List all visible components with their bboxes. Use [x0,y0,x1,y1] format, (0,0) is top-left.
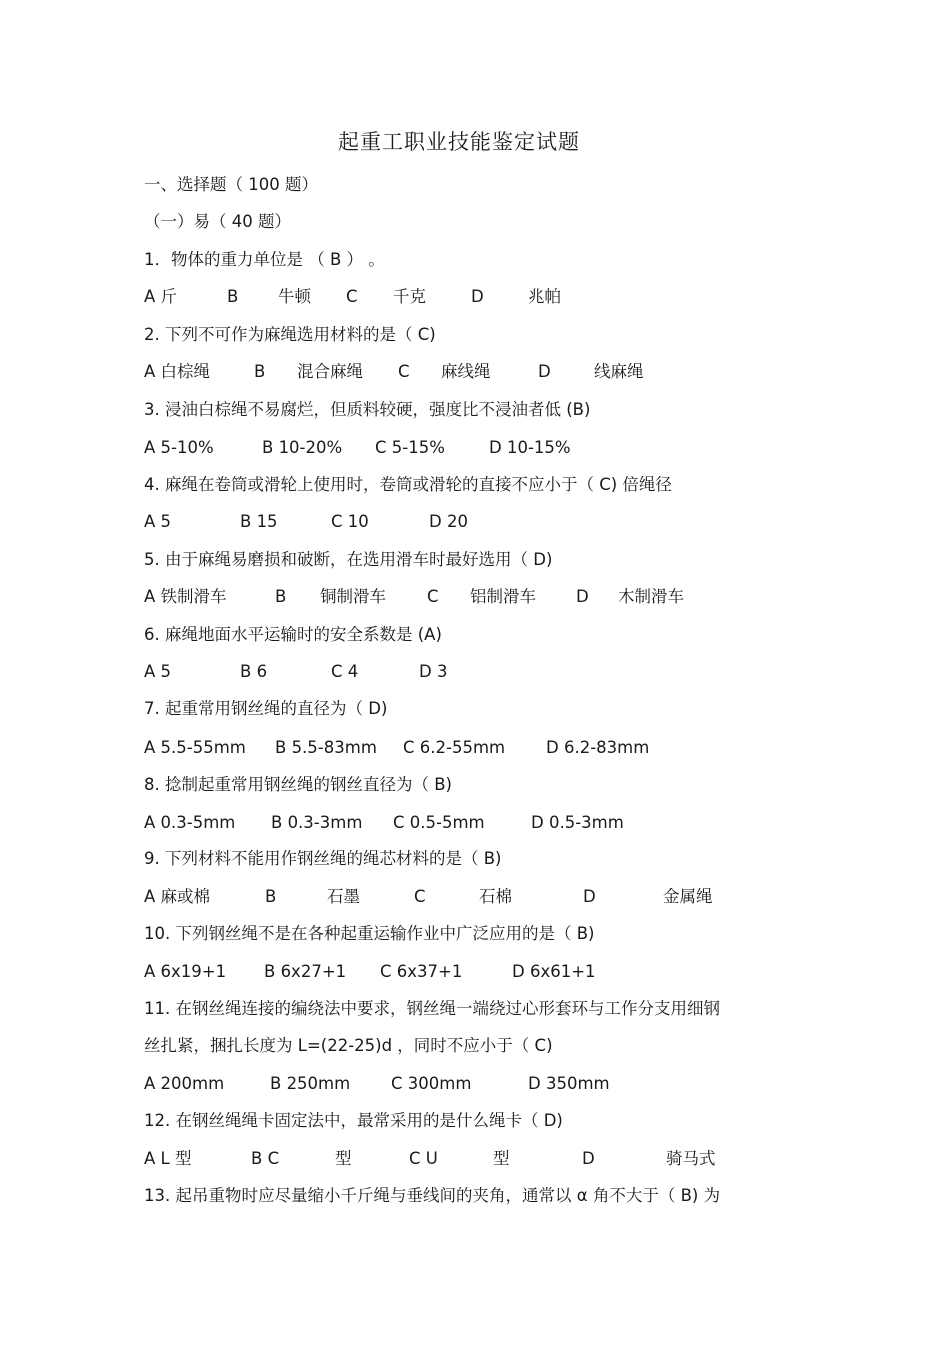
option: 千克 [393,287,426,306]
options-row [144,360,844,384]
option: 混合麻绳 [297,362,363,381]
option: 石棉 [479,887,512,906]
question-text: 9. 下列材料不能用作钢丝绳的绳芯材料的是（ B) [144,849,502,868]
option: B C [251,1149,280,1168]
options-row [144,1147,844,1171]
option: D [576,587,589,606]
question-text: 5. 由于麻绳易磨损和破断，在选用滑车时最好选用（ D) [144,550,553,569]
option: 麻线绳 [441,362,491,381]
options-row [144,285,844,309]
option: C 10 [331,512,369,531]
question-text: 8. 捻制起重常用钢丝绳的钢丝直径为（ B) [144,775,452,794]
question-text: 12. 在钢丝绳绳卡固定法中，最常采用的是什么绳卡（ D) [144,1111,563,1130]
option: A 铁制滑车 [144,587,227,606]
option: A L 型 [144,1149,192,1168]
option: A 白棕绳 [144,362,211,381]
document-title: 起重工职业技能鉴定试题 [338,130,580,154]
option: D 0.5-3mm [531,813,624,832]
question-text: 7. 起重常用钢丝绳的直径为（ D) [144,699,388,718]
option: C 5-15% [375,438,445,457]
option: B 0.3-3mm [271,813,363,832]
options-row [144,885,844,909]
option: D [471,287,484,306]
question-text: 3. 浸油白棕绳不易腐烂，但质料较硬，强度比不浸油者低 (B) [144,400,591,419]
option: B [254,362,266,381]
option: C 6x37+1 [380,962,463,981]
option: A 5.5-55mm [144,738,246,757]
option: B 250mm [270,1074,351,1093]
option: A 麻或棉 [144,887,211,906]
option: C 0.5-5mm [393,813,485,832]
option: A 5 [144,662,172,681]
option: B [265,887,277,906]
option: B 6 [240,662,268,681]
option: A 6x19+1 [144,962,227,981]
question-text: 6. 麻绳地面水平运输时的安全系数是 (A) [144,625,442,644]
options-row [144,1072,844,1096]
question-text: 10. 下列钢丝绳不是在各种起重运输作业中广泛应用的是（ B) [144,924,595,943]
options-row [144,436,844,460]
option: B 15 [240,512,278,531]
option: A 5-10% [144,438,214,457]
option: C [398,362,410,381]
option: C 4 [331,662,359,681]
question-text: 13. 起吊重物时应尽量缩小千斤绳与垂线间的夹角，通常以 α 角不大于（ B) 为 [144,1186,721,1205]
option: 石墨 [327,887,360,906]
option: A 200mm [144,1074,225,1093]
option: 牛顿 [278,287,311,306]
option: 兆帕 [528,287,561,306]
section-heading: 一、选择题（ 100 题） [144,175,318,194]
options-row [144,660,844,684]
option: 型 [335,1149,352,1168]
option: 金属绳 [663,887,713,906]
option: D 10-15% [489,438,571,457]
option: D 3 [419,662,448,681]
option: 型 [493,1149,510,1168]
option: A 斤 [144,287,178,306]
option: 铜制滑车 [320,587,386,606]
question-text: 2. 下列不可作为麻绳选用材料的是（ C) [144,325,436,344]
option: 木制滑车 [618,587,684,606]
option: B [227,287,239,306]
option: A 0.3-5mm [144,813,236,832]
option: 线麻绳 [594,362,644,381]
option: D [583,887,596,906]
options-row [144,585,844,609]
options-row [144,510,844,534]
option: D 6x61+1 [512,962,596,981]
option: C [346,287,358,306]
option: 骑马式 [666,1149,716,1168]
question-text: 1．物体的重力单位是 （ B ） 。 [144,250,385,269]
option: D 350mm [528,1074,610,1093]
option: B 5.5-83mm [275,738,377,757]
option: D [538,362,551,381]
option: B 10-20% [262,438,343,457]
option: A 5 [144,512,172,531]
option: C 6.2-55mm [403,738,506,757]
option: C 300mm [391,1074,472,1093]
question-text: 4. 麻绳在卷筒或滑轮上使用时，卷筒或滑轮的直接不应小于（ C) 倍绳径 [144,475,672,494]
options-row [144,960,844,984]
question-text-continued: 丝扎紧，捆扎长度为 L=(22-25)d ，同时不应小于（ C) [144,1036,553,1055]
option: C [414,887,426,906]
subsection-heading: （一）易（ 40 题） [144,212,291,231]
option: C U [409,1149,438,1168]
option: D 20 [429,512,468,531]
options-row [144,811,844,835]
question-text: 11. 在钢丝绳连接的编绕法中要求，钢丝绳一端绕过心形套环与工作分支用细钢 [144,999,720,1018]
option: D 6.2-83mm [546,738,650,757]
option: D [582,1149,595,1168]
option: 铝制滑车 [470,587,536,606]
option: B 6x27+1 [264,962,347,981]
option: B [275,587,287,606]
options-row [144,736,844,760]
option: C [427,587,439,606]
